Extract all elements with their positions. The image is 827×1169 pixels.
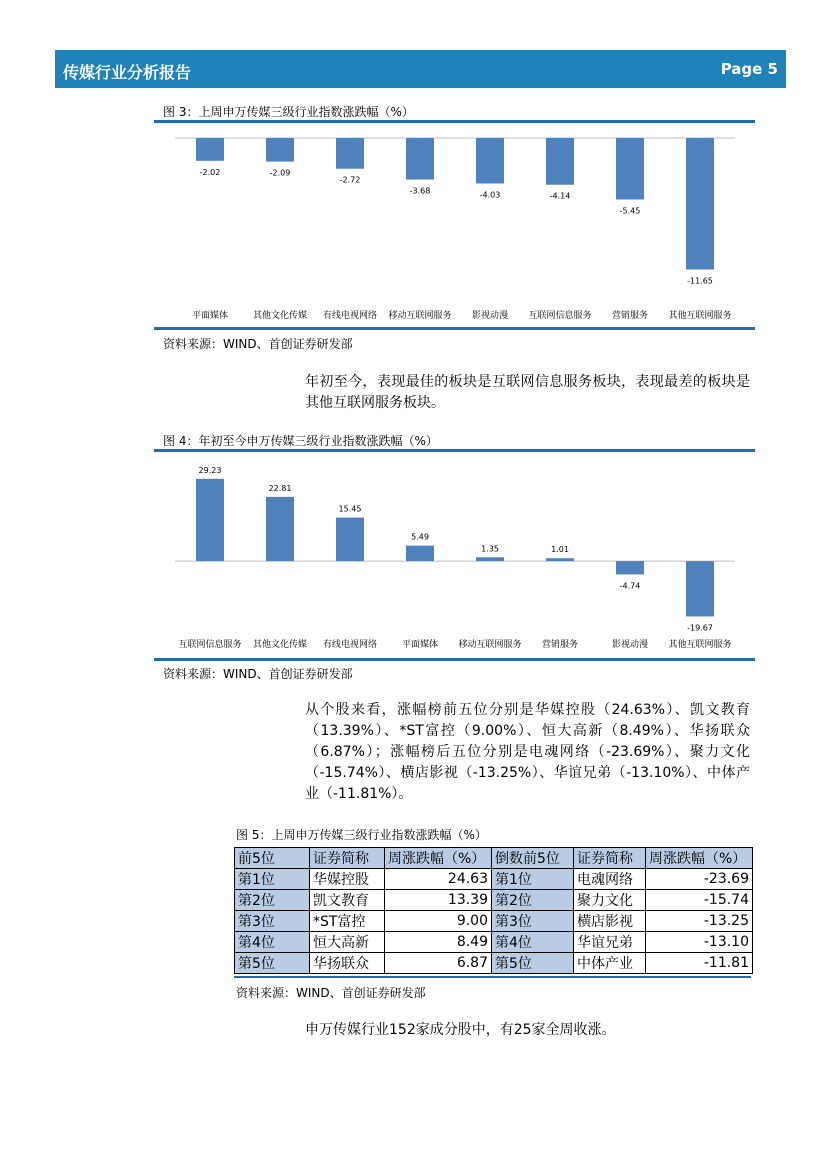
table-header-cell: 周涨跌幅（%） — [385, 848, 492, 869]
category-tick-label: 影视动漫 — [611, 640, 649, 650]
bar-value-label: -4.03 — [479, 190, 501, 200]
category-tick-label: 其他互联网服务 — [668, 640, 732, 650]
bar — [196, 138, 224, 161]
figure4-chart — [175, 465, 735, 657]
page-number: Page 5 — [720, 60, 778, 78]
rank-cell: 第5位 — [235, 953, 310, 974]
report-title: 传媒行业分析报告 — [63, 63, 192, 82]
bar — [686, 138, 714, 269]
figure3-bottom-rule — [154, 327, 755, 330]
rank-cell: 第1位 — [235, 869, 310, 890]
bar — [616, 561, 644, 574]
table-header-row — [235, 848, 753, 869]
category-tick-label: 影视动漫 — [471, 311, 509, 321]
bar-value-label: -5.45 — [619, 206, 641, 216]
figure4-svg — [175, 465, 735, 657]
bar — [476, 138, 504, 183]
table-header-cell: 倒数前5位 — [492, 848, 574, 869]
paragraph-ytd-summary: 年初至今，表现最佳的板块是互联网信息服务板块，表现最差的板块是其他互联网服务板块。 — [305, 374, 750, 411]
change-cell: -13.10 — [646, 932, 753, 953]
bar-value-label: -19.67 — [687, 623, 713, 633]
figure4-top-rule — [154, 449, 755, 452]
stock-name-cell: 横店影视 — [574, 911, 646, 932]
ranking-table — [234, 847, 753, 974]
figure3-top-rule — [154, 120, 755, 123]
rank-cell: 第3位 — [492, 911, 574, 932]
bar-value-label: -4.74 — [619, 581, 641, 591]
change-cell: 8.49 — [385, 932, 492, 953]
category-tick-label: 移动互联网服务 — [458, 640, 522, 650]
bar-value-label: 22.81 — [268, 483, 292, 493]
figure3-svg — [175, 128, 735, 325]
stock-name-cell: 华谊兄弟 — [574, 932, 646, 953]
figure5-source: 资料来源：WIND、首创证券研发部 — [236, 986, 426, 1000]
change-cell: 24.63 — [385, 869, 492, 890]
category-tick-label: 其他文化传媒 — [252, 311, 308, 321]
figure5-caption: 图 5：上周申万传媒三级行业指数涨跌幅（%） — [236, 828, 487, 842]
table-row — [235, 911, 753, 932]
change-cell: -11.81 — [646, 953, 753, 974]
figure4-bottom-rule — [154, 658, 755, 661]
table-row — [235, 869, 753, 890]
category-tick-label: 营销服务 — [611, 311, 649, 321]
bar-value-label: -3.68 — [409, 186, 431, 196]
change-cell: 6.87 — [385, 953, 492, 974]
bar-value-label: 29.23 — [198, 465, 222, 475]
bar-value-label: 1.01 — [551, 545, 569, 555]
rank-cell: 第1位 — [492, 869, 574, 890]
stock-name-cell: 凯文教育 — [310, 890, 385, 911]
category-tick-label: 其他文化传媒 — [252, 640, 308, 650]
category-tick-label: 平面媒体 — [191, 311, 229, 321]
category-tick-label: 移动互联网服务 — [388, 311, 452, 321]
bar-value-label: 1.35 — [481, 544, 499, 554]
change-cell: -13.25 — [646, 911, 753, 932]
rank-cell: 第4位 — [492, 932, 574, 953]
bar — [546, 138, 574, 185]
bar — [406, 138, 434, 180]
stock-name-cell: *ST富控 — [310, 911, 385, 932]
bar-value-label: -2.72 — [339, 175, 361, 185]
bar — [406, 546, 434, 561]
category-tick-label: 平面媒体 — [401, 640, 439, 650]
bar — [266, 497, 294, 561]
table-row — [235, 932, 753, 953]
bar — [616, 138, 644, 200]
change-cell: -15.74 — [646, 890, 753, 911]
table-header-cell: 证券简称 — [310, 848, 385, 869]
bar-value-label: -2.09 — [269, 168, 291, 178]
rank-cell: 第5位 — [492, 953, 574, 974]
table-row — [235, 953, 753, 974]
category-tick-label: 互联网信息服务 — [178, 640, 242, 650]
change-cell: -23.69 — [646, 869, 753, 890]
rank-cell: 第2位 — [235, 890, 310, 911]
bar-value-label: -2.02 — [199, 167, 221, 177]
figure3-chart — [175, 128, 735, 325]
rank-cell: 第3位 — [235, 911, 310, 932]
category-tick-label: 营销服务 — [541, 640, 579, 650]
bar — [196, 479, 224, 561]
bar-value-label: -4.14 — [549, 191, 571, 201]
figure4-source: 资料来源：WIND、首创证券研发部 — [163, 667, 353, 681]
bar — [686, 561, 714, 616]
bar-value-label: 5.49 — [411, 532, 429, 542]
table-header-cell: 前5位 — [235, 848, 310, 869]
category-tick-label: 互联网信息服务 — [528, 311, 592, 321]
category-tick-label: 其他互联网服务 — [668, 311, 732, 321]
bar — [476, 557, 504, 561]
stock-name-cell: 恒大高新 — [310, 932, 385, 953]
table-row — [235, 890, 753, 911]
rank-cell: 第2位 — [492, 890, 574, 911]
figure3-caption: 图 3：上周申万传媒三级行业指数涨跌幅（%） — [163, 105, 414, 119]
bar — [546, 558, 574, 561]
bar — [266, 138, 294, 162]
table-header-cell: 证券简称 — [574, 848, 646, 869]
figure4-caption: 图 4：年初至今申万传媒三级行业指数涨跌幅（%） — [163, 434, 438, 448]
report-header — [55, 50, 786, 88]
figure3-source: 资料来源：WIND、首创证券研发部 — [163, 337, 353, 351]
table-header-cell: 周涨跌幅（%） — [646, 848, 753, 869]
change-cell: 13.39 — [385, 890, 492, 911]
bar-value-label: -11.65 — [687, 276, 713, 286]
stock-name-cell: 电魂网络 — [574, 869, 646, 890]
bar-value-label: 15.45 — [338, 504, 362, 514]
category-tick-label: 有线电视网络 — [322, 311, 378, 321]
rank-cell: 第4位 — [235, 932, 310, 953]
figure5-bottom-rule — [234, 976, 751, 978]
category-tick-label: 有线电视网络 — [322, 640, 378, 650]
stock-name-cell: 聚力文化 — [574, 890, 646, 911]
stock-name-cell: 华扬联众 — [310, 953, 385, 974]
stock-name-cell: 中体产业 — [574, 953, 646, 974]
paragraph-weekly-gainers: 申万传媒行业152家成分股中，有25家全周收涨。 — [305, 1022, 616, 1038]
bar — [336, 138, 364, 169]
bar — [336, 518, 364, 561]
change-cell: 9.00 — [385, 911, 492, 932]
stock-name-cell: 华媒控股 — [310, 869, 385, 890]
paragraph-stock-ranking: 从个股来看，涨幅榜前五位分别是华媒控股（24.63%）、凯文教育（13.39%）、*ST富控（9.00%）、恒大高新（8.49%）、华扬联众（6.87%）；涨幅榜后五位分别是电魂网络（-23.69%）、聚力文化（-15.74%）、横店影视（-13.25%）、华谊兄弟（-13.10%）、中体产业（-11.81%）。 — [305, 702, 750, 802]
